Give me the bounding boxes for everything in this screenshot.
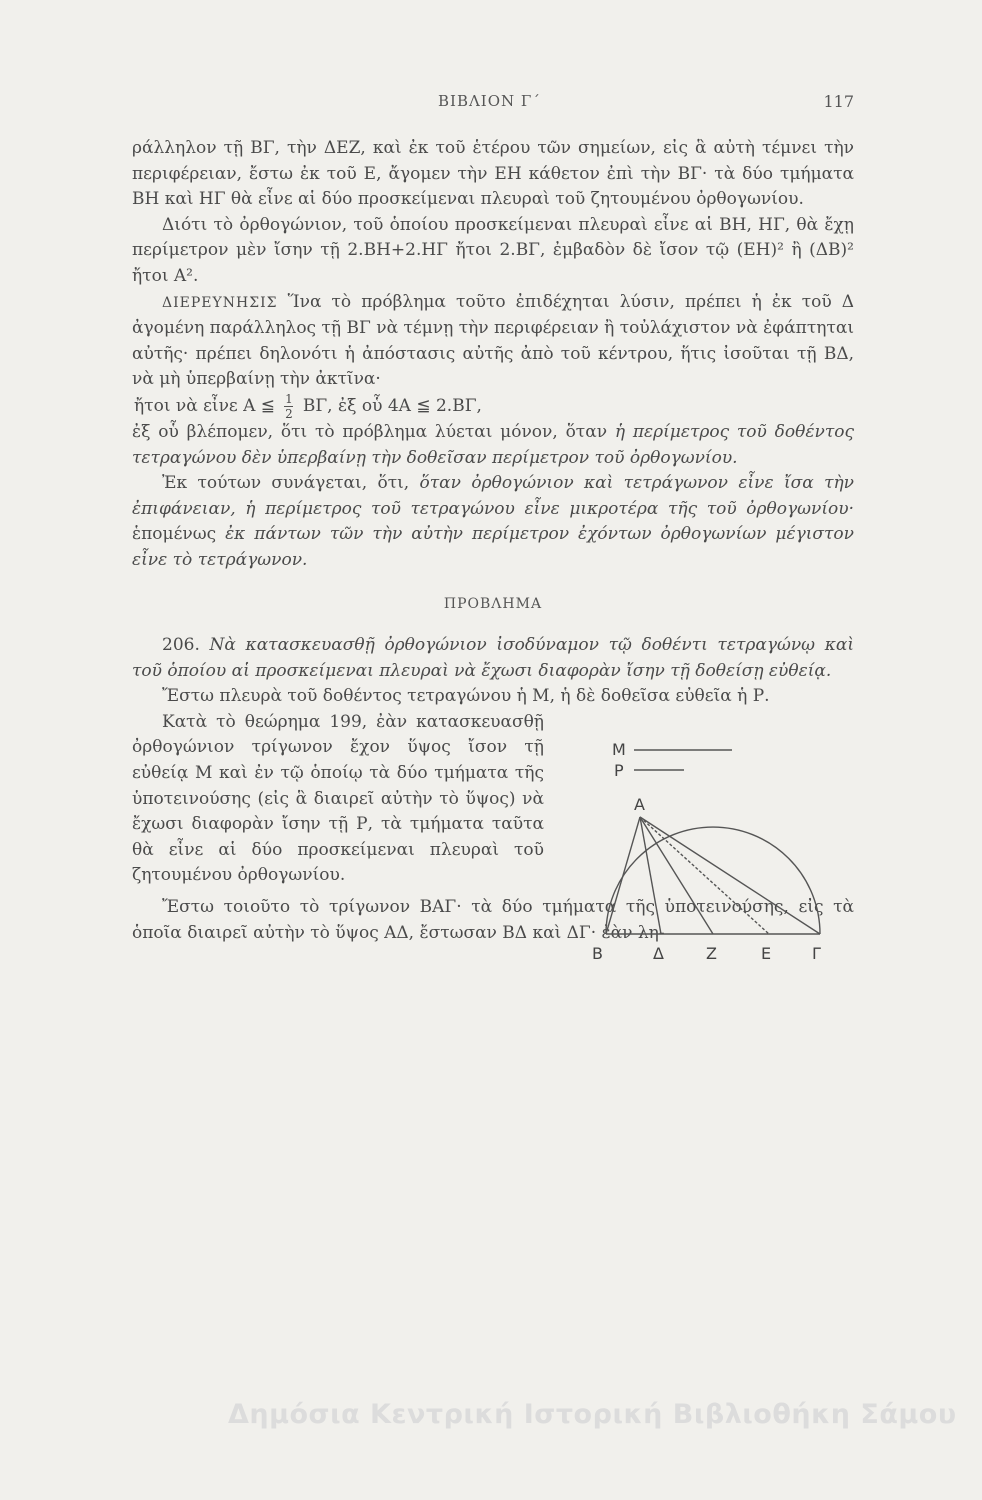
paragraph: Ἔστω πλευρὰ τοῦ δοθέντος τετραγώνου ἡ Μ, ἡ δὲ δοθεῖσα εὐθεῖα ἡ Ρ.	[162, 686, 770, 707]
paragraph-text: Ἐκ τούτων συνάγεται, ὅτι,	[162, 473, 410, 494]
italic-statement: ἐκ πάντων τῶν τὴν αὐτὴν περίμετρον ἐχόντων ὀρθογωνίων μέγιστον εἶνε τὸ τετράγωνον.	[132, 524, 854, 570]
paragraph-text: ἐξ οὗ βλέπομεν, ὅτι τὸ πρόβλημα λύεται μόνον, ὅταν	[132, 421, 608, 442]
paragraph	[132, 420, 854, 471]
label-M: M	[612, 739, 626, 759]
library-watermark: Δημόσια Κεντρική Ιστορική Βιβλιοθήκη Σάμου	[228, 1399, 957, 1430]
problem-number: 206.	[162, 635, 200, 656]
label-A: A	[634, 794, 645, 814]
problem-statement	[132, 633, 854, 684]
italic-statement: Νὰ κατασκευασθῇ ὀρθογώνιον ἰσοδύναμον τῷ δοθέντι τετραγώνῳ καὶ τοῦ ὁποίου αἱ προσκείμεναι πλευραὶ νὰ ἔχωσι διαφορὰν ἴσην τῇ δοθείσῃ εὐθείᾳ.	[132, 635, 854, 681]
inequality-formula	[132, 393, 854, 420]
semicircle	[606, 827, 820, 934]
segment-AE	[640, 817, 769, 934]
fraction-denominator: 2	[285, 406, 293, 421]
running-title: ΒΙΒΛΙΟΝ Γ΄	[438, 92, 541, 110]
page-body	[132, 136, 855, 963]
paragraph: Ἔστω τοιοῦτο τὸ τρίγωνον ΒΑΓ· τὰ δύο τμήματα τῆς ὑποτεινούσης, εἰς τὰ ὁποῖα διαιρεῖ αὐτὴν τὸ ὕψος ΑΔ, ἔστωσαν ΒΔ καὶ ΔΓ· ἐὰν λη-	[132, 897, 854, 943]
paragraph-conclusion	[132, 471, 854, 573]
label-Z: Z	[706, 943, 717, 963]
formula-prefix: ἤτοι νὰ εἶνε Α ≦	[134, 395, 276, 416]
italic-statement: ὅταν ὀρθογώνιον καὶ τετράγωνον εἶνε ἴσα τὴν ἐπιφάνειαν, ἡ περίμετρος τοῦ τετραγώνου εἶνε μικροτέρα τῆς τοῦ ὀρθογωνίου·	[132, 473, 854, 519]
paragraph: Κατὰ τὸ θεώρημα 199, ἐὰν κατασκευασθῇ ὀρθογώνιον τρίγωνον ἔχον ὕψος ἴσον τῇ εὐθείᾳ Μ καὶ ἐν τῷ ὁποίῳ τὰ δύο τμήματα τῆς ὑποτεινούσης (εἰς ἃ διαιρεῖ αὐτὴν τὸ ὕψος) νὰ ἔχωσι διαφορὰν ἴσην τῇ Ρ, τὰ τμήματα ταῦτα θὰ εἶνε αἱ δύο προσκείμεναι πλευραὶ τοῦ ζητουμένου ὀρθογωνίου.	[132, 711, 544, 886]
problem-heading: ΠΡΟΒΛΗΜΑ	[443, 595, 543, 612]
paragraph-text: ἑπομένως	[132, 524, 217, 545]
label-E: E	[761, 943, 772, 963]
segment-AB	[606, 817, 640, 934]
page-number: 117	[823, 92, 854, 111]
label-P: P	[614, 760, 624, 780]
page-header	[0, 92, 982, 116]
fraction-numerator: 1	[285, 391, 293, 406]
paragraph-text: Ἵνα τὸ πρόβλημα τοῦτο ἐπιδέχηται λύσιν, πρέπει ἡ ἐκ τοῦ Δ ἀγομένη παράλληλος τῇ ΒΓ νὰ τέμνῃ τὴν περιφέρειαν ἢ τοὐλάχιστον νὰ ἐφάπτηται αὐτῆς· πρέπει δηλονότι ἡ ἀπόστασις αὐτῆς ἀπὸ τοῦ κέντρου, ἥτις ἰσοῦται τῇ ΒΔ, νὰ μὴ ὑπερβαίνῃ τὴν ἀκτῖνα·	[132, 291, 855, 390]
paragraph-investigation	[132, 290, 854, 393]
fraction	[284, 393, 293, 420]
label-D: Δ	[653, 943, 664, 963]
paragraph: ράλληλον τῇ ΒΓ, τὴν ΔΕΖ, καὶ ἐκ τοῦ ἑτέρου τῶν σημείων, εἰς ἃ αὐτὴ τέμνει τὴν περιφέρειαν, ἔστω ἐκ τοῦ Ε, ἄγομεν τὴν ΕΗ κάθετον ἐπὶ τὴν ΒΓ· τὰ δύο τμήματα ΒΗ καὶ ΗΓ θὰ εἶνε αἱ δύο προσκείμεναι πλευραὶ τοῦ ζητουμένου ὀρθογωνίου.	[132, 138, 854, 210]
formula-suffix: ΒΓ, ἐξ οὗ 4Α ≦ 2.ΒΓ,	[302, 395, 482, 416]
geometric-figure	[582, 722, 852, 982]
italic-statement: ἡ περίμετρος τοῦ δοθέντος τετραγώνου δὲν ὑπερβαίνῃ τὴν δοθεῖσαν περίμετρον τοῦ ὀρθογωνίου.	[132, 421, 855, 468]
segment-AG	[640, 817, 820, 934]
label-B: B	[592, 943, 603, 963]
paragraph: Διότι τὸ ὀρθογώνιον, τοῦ ὁποίου προσκείμεναι πλευραὶ εἶνε αἱ ΒΗ, ΗΓ, θὰ ἔχῃ περίμετρον μὲν ἴσην τῇ 2.ΒΗ+2.ΗΓ ἤτοι 2.ΒΓ, ἐμβαδὸν δὲ ἴσον τῷ (ΕΗ)² ἢ (ΔΒ)² ἤτοι Α².	[132, 214, 854, 286]
section-label: ΔΙΕΡΕΥΝΗΣΙΣ	[162, 294, 278, 311]
label-G: Γ	[812, 943, 821, 963]
